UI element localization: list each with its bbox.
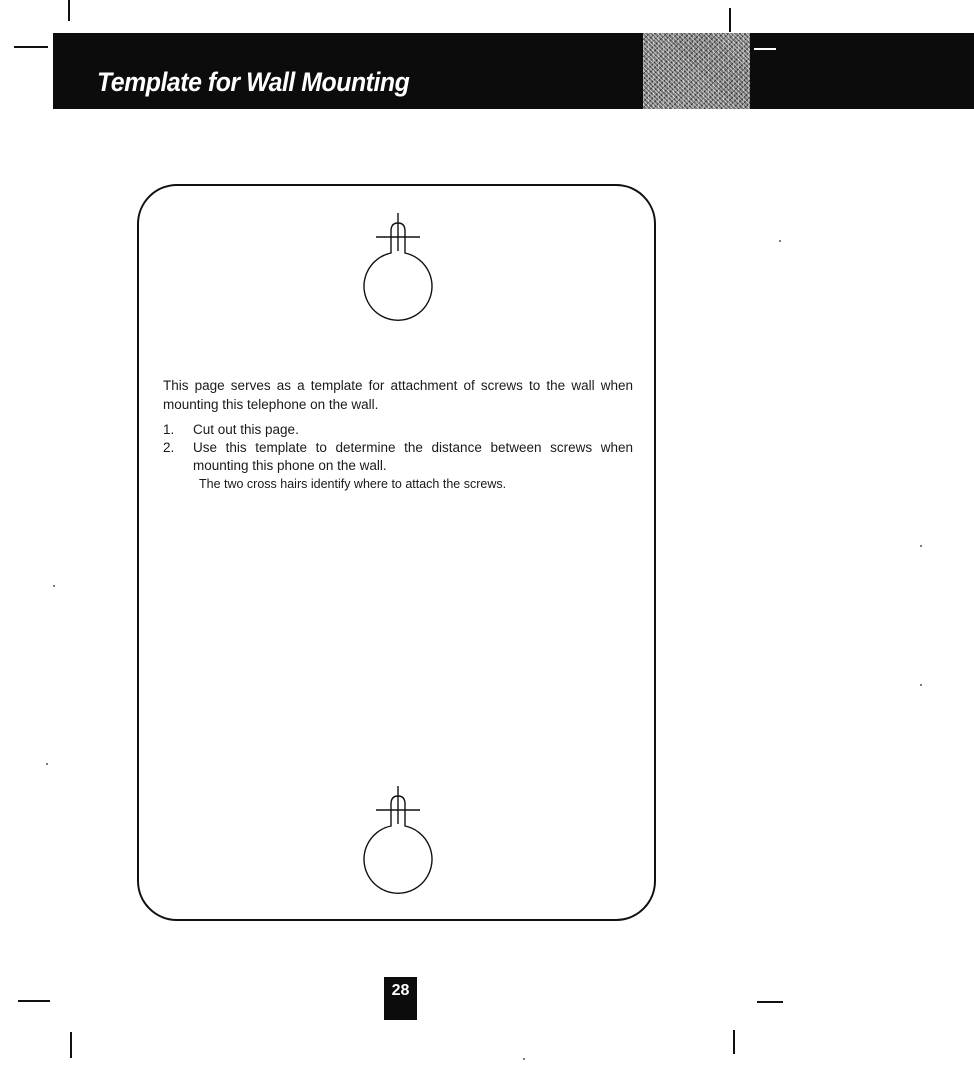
crop-mark-top-right bbox=[729, 8, 731, 32]
keyhole-crosshair-icon bbox=[358, 213, 438, 323]
step-item bbox=[163, 421, 633, 439]
scan-speck bbox=[920, 545, 922, 547]
step-number: 1. bbox=[163, 422, 175, 437]
scan-speck bbox=[46, 763, 48, 765]
scan-speck bbox=[523, 1058, 525, 1060]
steps-list bbox=[163, 421, 633, 475]
template-instructions bbox=[163, 376, 633, 493]
step-text: Cut out this page. bbox=[193, 422, 299, 437]
header-banner bbox=[53, 33, 974, 109]
step-text: Use this template to determine the distance between screws when mounting this phone on the wall. bbox=[193, 440, 633, 473]
crosshair-note: The two cross hairs identify where to attach the screws. bbox=[199, 477, 507, 491]
keyhole-crosshair-icon bbox=[358, 786, 438, 896]
crop-mark-top-left-horizontal bbox=[14, 46, 48, 48]
step-item bbox=[163, 439, 633, 475]
crop-mark-bottom-right bbox=[733, 1030, 735, 1054]
header-notch-mark bbox=[754, 48, 776, 50]
page-number: 28 bbox=[384, 977, 417, 1020]
crop-mark-top-left bbox=[68, 0, 70, 21]
intro-paragraph: This page serves as a template for attachment of screws to the wall when mounting this telephone on the wall. bbox=[163, 378, 633, 412]
crop-mark-bottom-right-horizontal bbox=[757, 1001, 783, 1003]
scan-speck bbox=[920, 684, 922, 686]
page-title: Template for Wall Mounting bbox=[97, 67, 410, 97]
header-texture-pattern bbox=[643, 33, 750, 109]
step-number: 2. bbox=[163, 440, 175, 455]
crop-mark-bottom-left-horizontal bbox=[18, 1000, 50, 1002]
scan-speck bbox=[779, 240, 781, 242]
scan-speck bbox=[53, 585, 55, 587]
crop-mark-bottom-left bbox=[70, 1032, 72, 1058]
